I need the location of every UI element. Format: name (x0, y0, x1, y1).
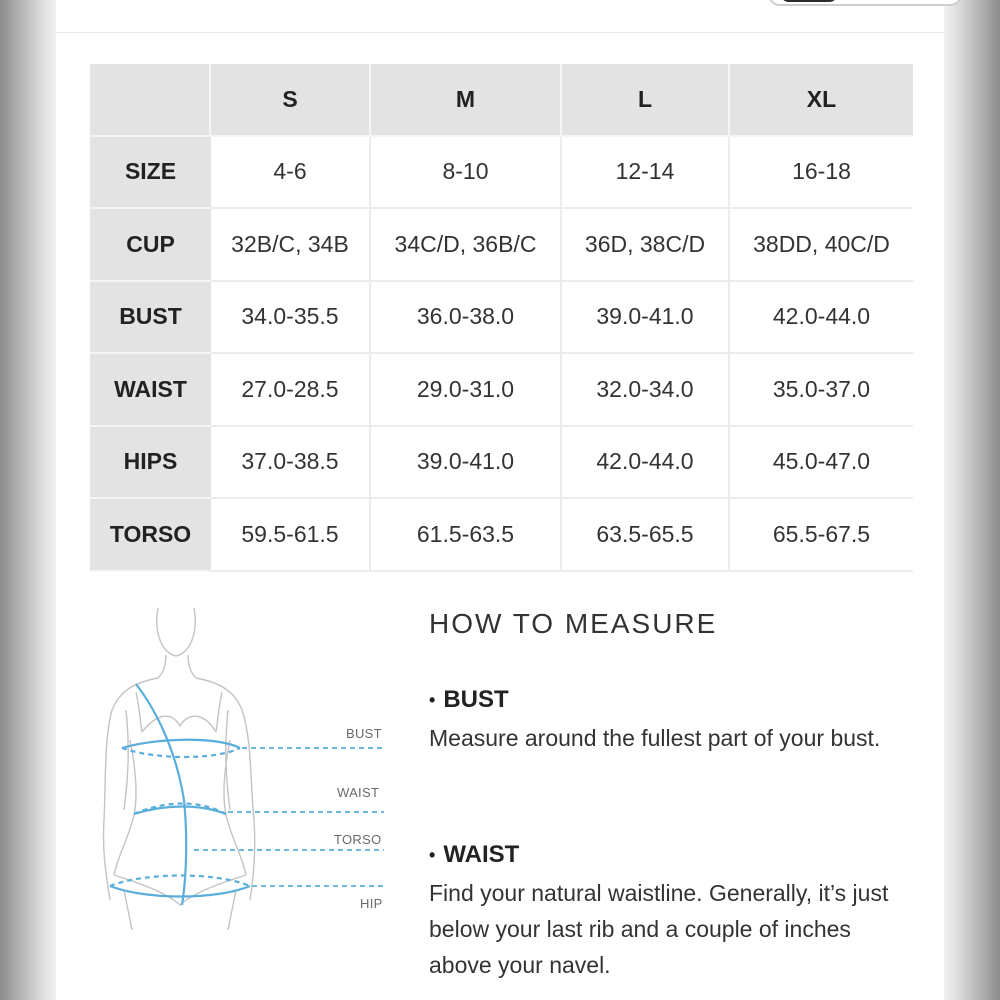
size-chart-table (90, 64, 913, 572)
table-cell: 39.0-41.0 (371, 427, 562, 500)
divider (56, 32, 944, 33)
table-row-header: TORSO (90, 499, 211, 572)
table-cell: 61.5-63.5 (371, 499, 562, 572)
bullet-icon: • (429, 844, 436, 865)
torso-label: TORSO (334, 832, 382, 847)
table-row-header: SIZE (90, 137, 211, 210)
table-cell: 8-10 (371, 137, 562, 210)
measure-item-description: Find your natural waistline. Generally, it’s just below your last rib and a couple of inches above your navel. (429, 880, 889, 978)
table-row-header: WAIST (90, 354, 211, 427)
measure-item-bust (429, 686, 909, 756)
table-row-header: CUP (90, 209, 211, 282)
table-cell: 42.0-44.0 (730, 282, 913, 355)
table-row-header: HIPS (90, 427, 211, 500)
table-cell: 4-6 (211, 137, 371, 210)
top-toggle[interactable] (768, 0, 962, 6)
table-cell: 36D, 38C/D (562, 209, 730, 282)
how-to-measure-heading: HOW TO MEASURE (429, 608, 718, 639)
table-cell: 34.0-35.5 (211, 282, 371, 355)
size-guide-card (56, 0, 944, 1000)
measure-item-title: WAIST (443, 841, 520, 868)
bust-label: BUST (346, 726, 382, 741)
table-row-header: BUST (90, 282, 211, 355)
size-column-header: L (562, 64, 730, 137)
table-cell: 35.0-37.0 (730, 354, 913, 427)
table-cell: 63.5-65.5 (562, 499, 730, 572)
waist-label: WAIST (337, 785, 380, 800)
table-cell: 37.0-38.5 (211, 427, 371, 500)
measure-item-description: Measure around the fullest part of your bust. (429, 725, 881, 751)
body-measure-diagram (96, 600, 436, 930)
table-cell: 65.5-67.5 (730, 499, 913, 572)
table-cell: 45.0-47.0 (730, 427, 913, 500)
measure-item-title: BUST (443, 686, 509, 713)
table-corner-cell (90, 64, 211, 137)
table-cell: 32B/C, 34B (211, 209, 371, 282)
table-cell: 16-18 (730, 137, 913, 210)
table-cell: 39.0-41.0 (562, 282, 730, 355)
table-cell: 38DD, 40C/D (730, 209, 913, 282)
size-column-header: S (211, 64, 371, 137)
table-cell: 32.0-34.0 (562, 354, 730, 427)
table-cell: 12-14 (562, 137, 730, 210)
table-cell: 59.5-61.5 (211, 499, 371, 572)
measure-item-waist (429, 841, 909, 983)
table-cell: 42.0-44.0 (562, 427, 730, 500)
body-figure-illustration (96, 600, 436, 930)
table-cell: 27.0-28.5 (211, 354, 371, 427)
hip-label: HIP (360, 896, 383, 911)
table-cell: 29.0-31.0 (371, 354, 562, 427)
bullet-icon: • (429, 689, 436, 710)
table-cell: 34C/D, 36B/C (371, 209, 562, 282)
size-column-header: XL (730, 64, 913, 137)
table-cell: 36.0-38.0 (371, 282, 562, 355)
size-column-header: M (371, 64, 562, 137)
